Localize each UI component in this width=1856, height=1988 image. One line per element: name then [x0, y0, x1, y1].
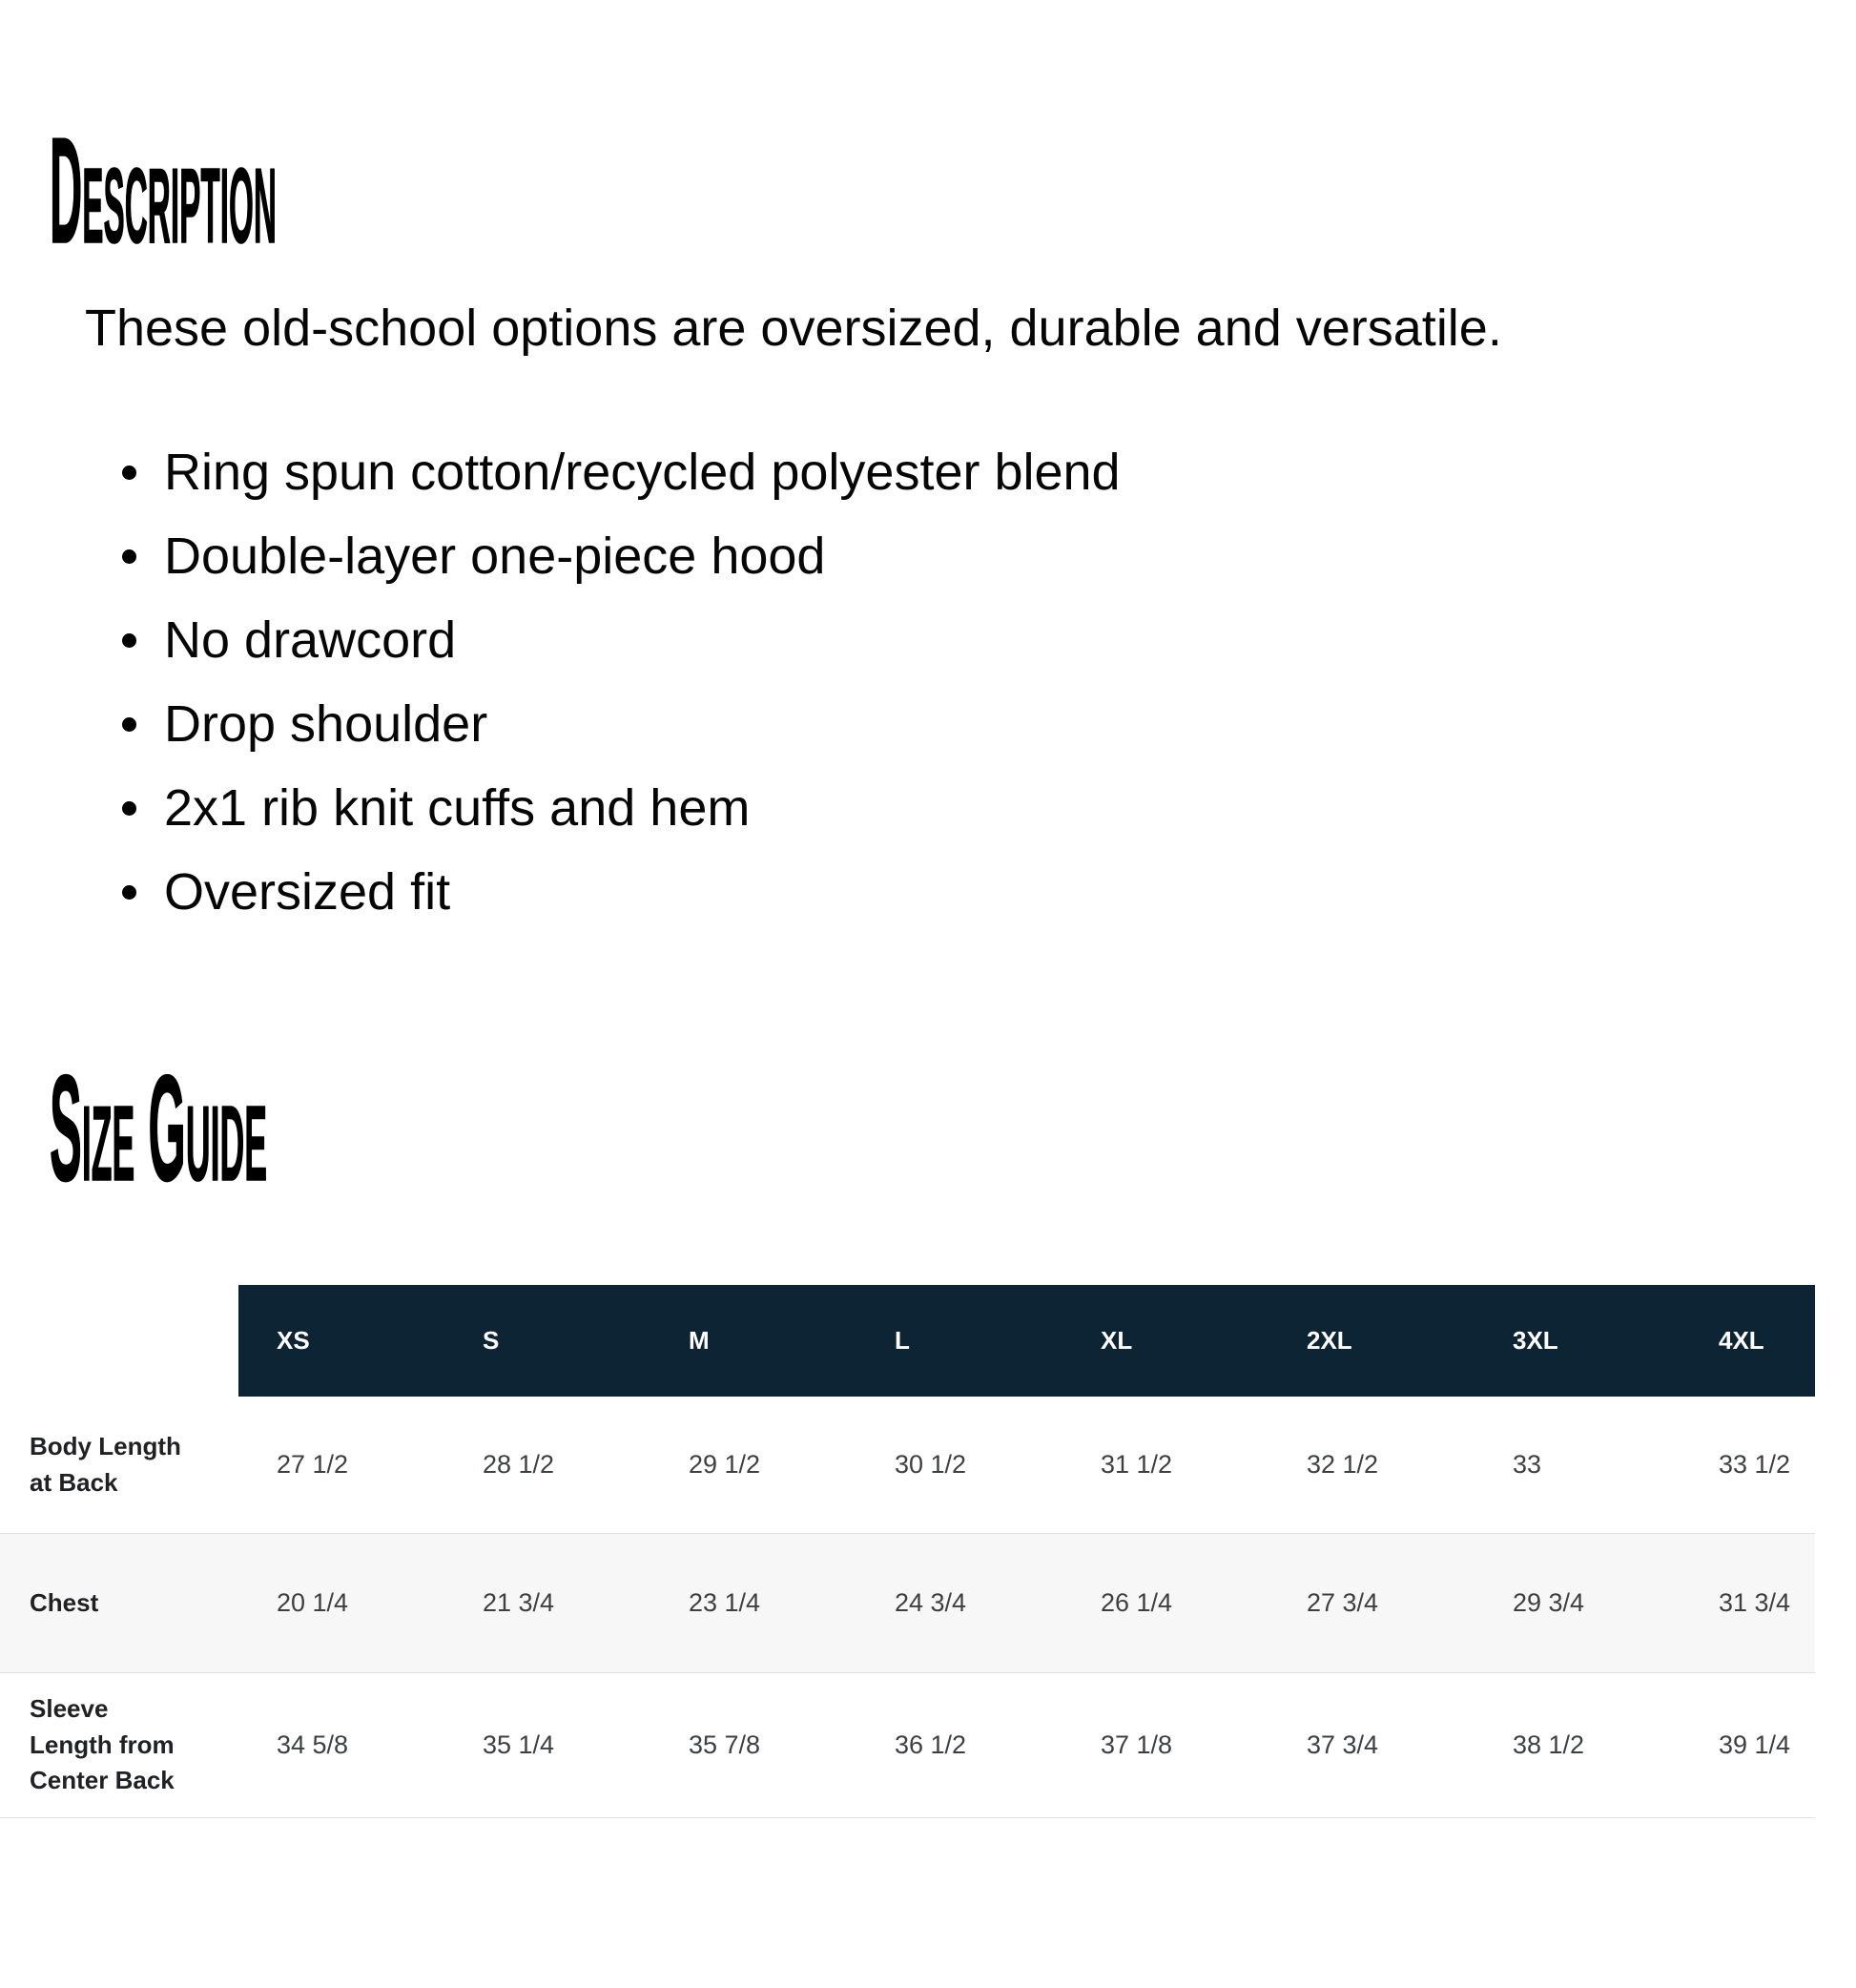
table-cell: 20 1/4 — [277, 1588, 349, 1617]
row-label-sleeve-length: Sleeve Length from Center Back — [30, 1693, 175, 1795]
feature-text: Double-layer one-piece hood — [164, 528, 826, 585]
bullet-icon — [122, 633, 136, 648]
size-header-xl: XL — [1062, 1285, 1268, 1397]
table-cell: 33 — [1513, 1450, 1542, 1479]
bullet-icon — [122, 885, 136, 900]
size-guide-heading-svg — [48, 1045, 315, 1212]
table-cell: 36 1/2 — [895, 1730, 967, 1759]
size-header-2xl: 2XL — [1268, 1285, 1474, 1397]
size-guide-heading — [48, 1045, 1856, 1212]
bullet-icon — [122, 466, 136, 480]
size-header-4xl: 4XL — [1681, 1285, 1815, 1397]
table-row-sleeve-length — [0, 1673, 1815, 1818]
size-header-l: L — [856, 1285, 1062, 1397]
table-cell: 35 7/8 — [689, 1730, 761, 1759]
feature-item — [164, 850, 1856, 934]
description-heading-svg — [48, 107, 315, 275]
size-header-row — [0, 1285, 1815, 1397]
table-cell: 27 1/2 — [277, 1450, 349, 1479]
size-header-m: M — [650, 1285, 856, 1397]
table-cell: 30 1/2 — [895, 1450, 967, 1479]
feature-text: Drop shoulder — [164, 695, 488, 753]
table-cell: 31 1/2 — [1101, 1450, 1173, 1479]
table-cell: 37 3/4 — [1307, 1730, 1379, 1759]
table-cell: 26 1/4 — [1101, 1588, 1173, 1617]
row-label-body-length: Body Length at Back — [30, 1431, 181, 1497]
table-cell: 37 1/8 — [1101, 1730, 1173, 1759]
table-cell: 23 1/4 — [689, 1588, 761, 1617]
table-cell: 35 1/4 — [483, 1730, 555, 1759]
table-cell: 21 3/4 — [483, 1588, 555, 1617]
size-header-3xl: 3XL — [1474, 1285, 1681, 1397]
product-details-page — [0, 107, 1856, 1818]
size-header-corner-cell — [0, 1285, 238, 1397]
table-cell: 32 1/2 — [1307, 1450, 1379, 1479]
table-cell: 29 1/2 — [689, 1450, 761, 1479]
size-guide-section — [0, 1045, 1856, 1818]
description-heading-text: Description — [50, 107, 277, 275]
feature-item — [164, 514, 1856, 598]
table-cell: 24 3/4 — [895, 1588, 967, 1617]
feature-text: No drawcord — [164, 611, 457, 669]
feature-list — [164, 430, 1856, 934]
bullet-icon — [122, 801, 136, 816]
table-row-chest — [0, 1534, 1815, 1673]
table-cell: 39 1/4 — [1719, 1730, 1791, 1759]
table-cell: 34 5/8 — [277, 1730, 349, 1759]
size-header-s: S — [444, 1285, 650, 1397]
size-guide-table — [0, 1285, 1815, 1818]
bullet-icon — [122, 717, 136, 732]
feature-text: Oversized fit — [164, 863, 451, 921]
size-guide-heading-text: Size Guide — [50, 1045, 267, 1212]
table-cell: 28 1/2 — [483, 1450, 555, 1479]
table-row-body-length — [0, 1397, 1815, 1534]
description-section — [0, 107, 1856, 934]
table-cell: 31 3/4 — [1719, 1588, 1791, 1617]
bullet-icon — [122, 549, 136, 564]
table-cell: 38 1/2 — [1513, 1730, 1585, 1759]
feature-item — [164, 766, 1856, 850]
feature-text: Ring spun cotton/recycled polyester blend — [164, 444, 1121, 501]
feature-text: 2x1 rib knit cuffs and hem — [164, 779, 751, 837]
feature-item — [164, 598, 1856, 682]
feature-item — [164, 682, 1856, 766]
table-cell: 27 3/4 — [1307, 1588, 1379, 1617]
description-intro: These old-school options are oversized, durable and versatile. — [85, 300, 1502, 357]
size-table-wrapper — [0, 1285, 1815, 1818]
table-cell: 33 1/2 — [1719, 1450, 1791, 1479]
feature-item — [164, 430, 1856, 514]
size-header-xs: XS — [238, 1285, 444, 1397]
row-label-chest: Chest — [30, 1587, 99, 1617]
table-cell: 29 3/4 — [1513, 1588, 1585, 1617]
description-heading — [48, 107, 1856, 275]
